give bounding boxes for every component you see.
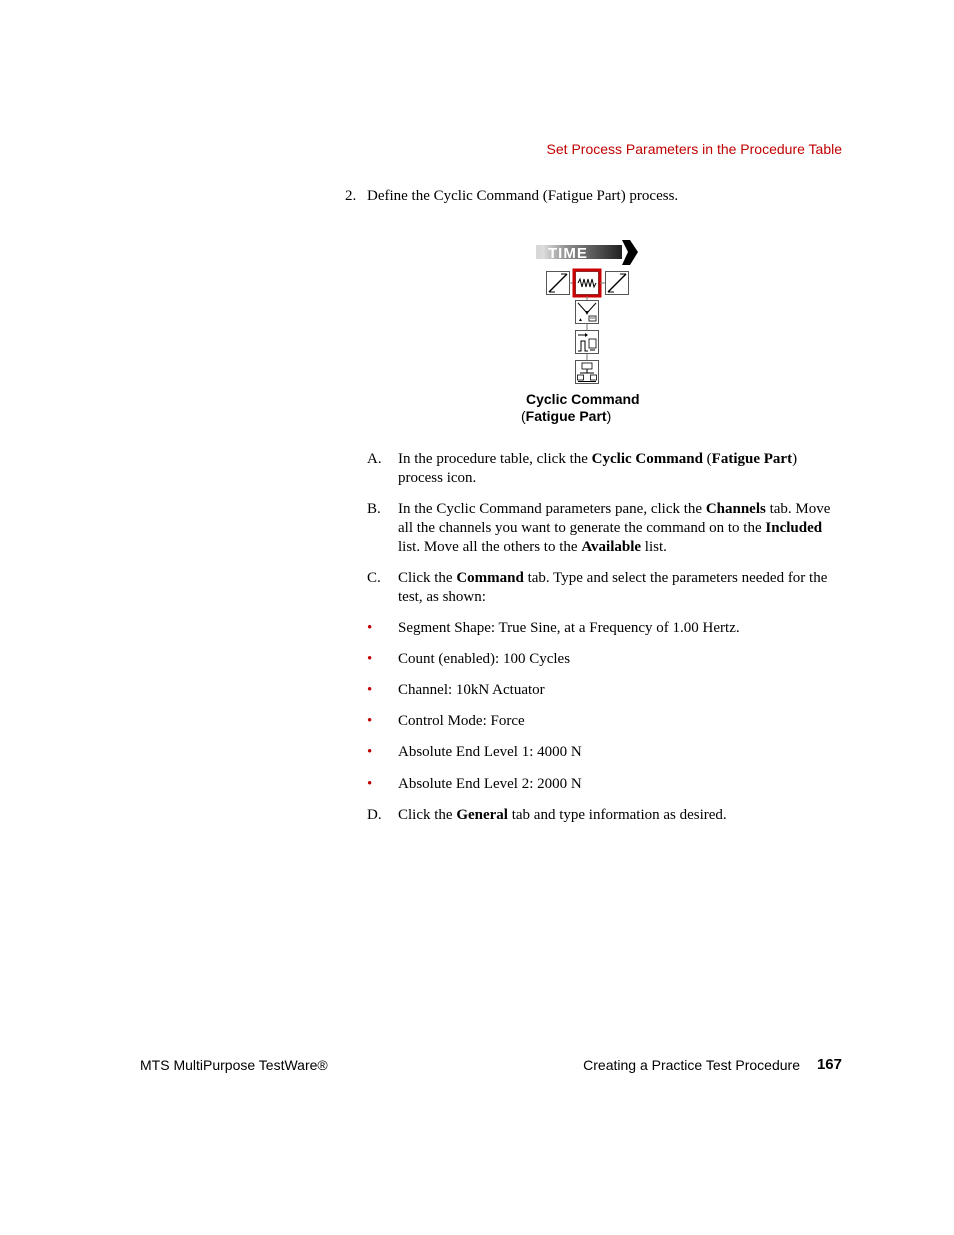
data-acquisition-icon (576, 301, 599, 324)
bullet-text: Absolute End Level 2: 2000 N (398, 776, 582, 792)
step-text: Define the Cyclic Command (Fatigue Part) process. (367, 188, 679, 204)
list-item (367, 619, 842, 638)
list-item (367, 743, 842, 762)
bullet-text: Channel: 10kN Actuator (398, 682, 545, 698)
bullet-icon: • (367, 682, 373, 698)
substep-label: C. (367, 570, 381, 586)
time-arrow-icon (536, 240, 638, 265)
substep-text: In the procedure table, click the Cyclic Command (Fatigue Part) process icon. (398, 451, 798, 486)
svg-text:▲: ▲ (578, 317, 583, 323)
substep-a (367, 450, 842, 488)
step-number: 2. (345, 188, 357, 204)
substep-label: B. (367, 501, 381, 517)
step-2 (345, 188, 678, 205)
substep-label: A. (367, 451, 382, 467)
substep-b (367, 500, 842, 557)
cyclic-command-icon (574, 270, 600, 296)
substep-text: Click the General tab and type information as desired. (398, 807, 727, 823)
bullet-icon: • (367, 651, 373, 667)
procedure-table-figure (534, 238, 640, 388)
digital-output-icon (576, 331, 599, 354)
running-header: Set Process Parameters in the Procedure Table (546, 141, 842, 157)
list-item (367, 681, 842, 700)
figure-caption-subtitle: (Fatigue Part) (521, 408, 612, 424)
time-banner-text: TIME (548, 245, 588, 262)
group-process-icon (576, 361, 599, 384)
list-item (367, 650, 842, 669)
substep-c (367, 569, 842, 607)
figure-caption-title: Cyclic Command (526, 391, 640, 407)
bullet-text: Absolute End Level 1: 4000 N (398, 744, 582, 760)
bullet-text: Segment Shape: True Sine, at a Frequency of 1.00 Hertz. (398, 620, 740, 636)
procedure-icons-svg (534, 238, 640, 388)
page-number: 167 (816, 1056, 842, 1073)
ramp-process-icon-right (606, 272, 629, 295)
list-item (367, 712, 842, 731)
bullet-text: Control Mode: Force (398, 713, 525, 729)
bullet-text: Count (enabled): 100 Cycles (398, 651, 571, 667)
substep-text: Click the Command tab. Type and select the parameters needed for the test, as shown: (398, 570, 828, 605)
bullet-icon: • (367, 744, 373, 760)
substep-label: D. (367, 807, 382, 823)
list-item (367, 775, 842, 794)
substep-text: In the Cyclic Command parameters pane, click the Channels tab. Move all the channels you want to generate the command on to the Included list. Move all the others to the Available list. (398, 501, 831, 555)
ramp-process-icon (547, 272, 570, 295)
bullet-icon: • (367, 713, 373, 729)
substep-d (367, 806, 842, 825)
footer-product-name: MTS MultiPurpose TestWare® (140, 1057, 328, 1073)
bullet-icon: • (367, 776, 373, 792)
bullet-icon: • (367, 620, 373, 636)
footer-chapter-title: Creating a Practice Test Procedure (583, 1057, 800, 1073)
